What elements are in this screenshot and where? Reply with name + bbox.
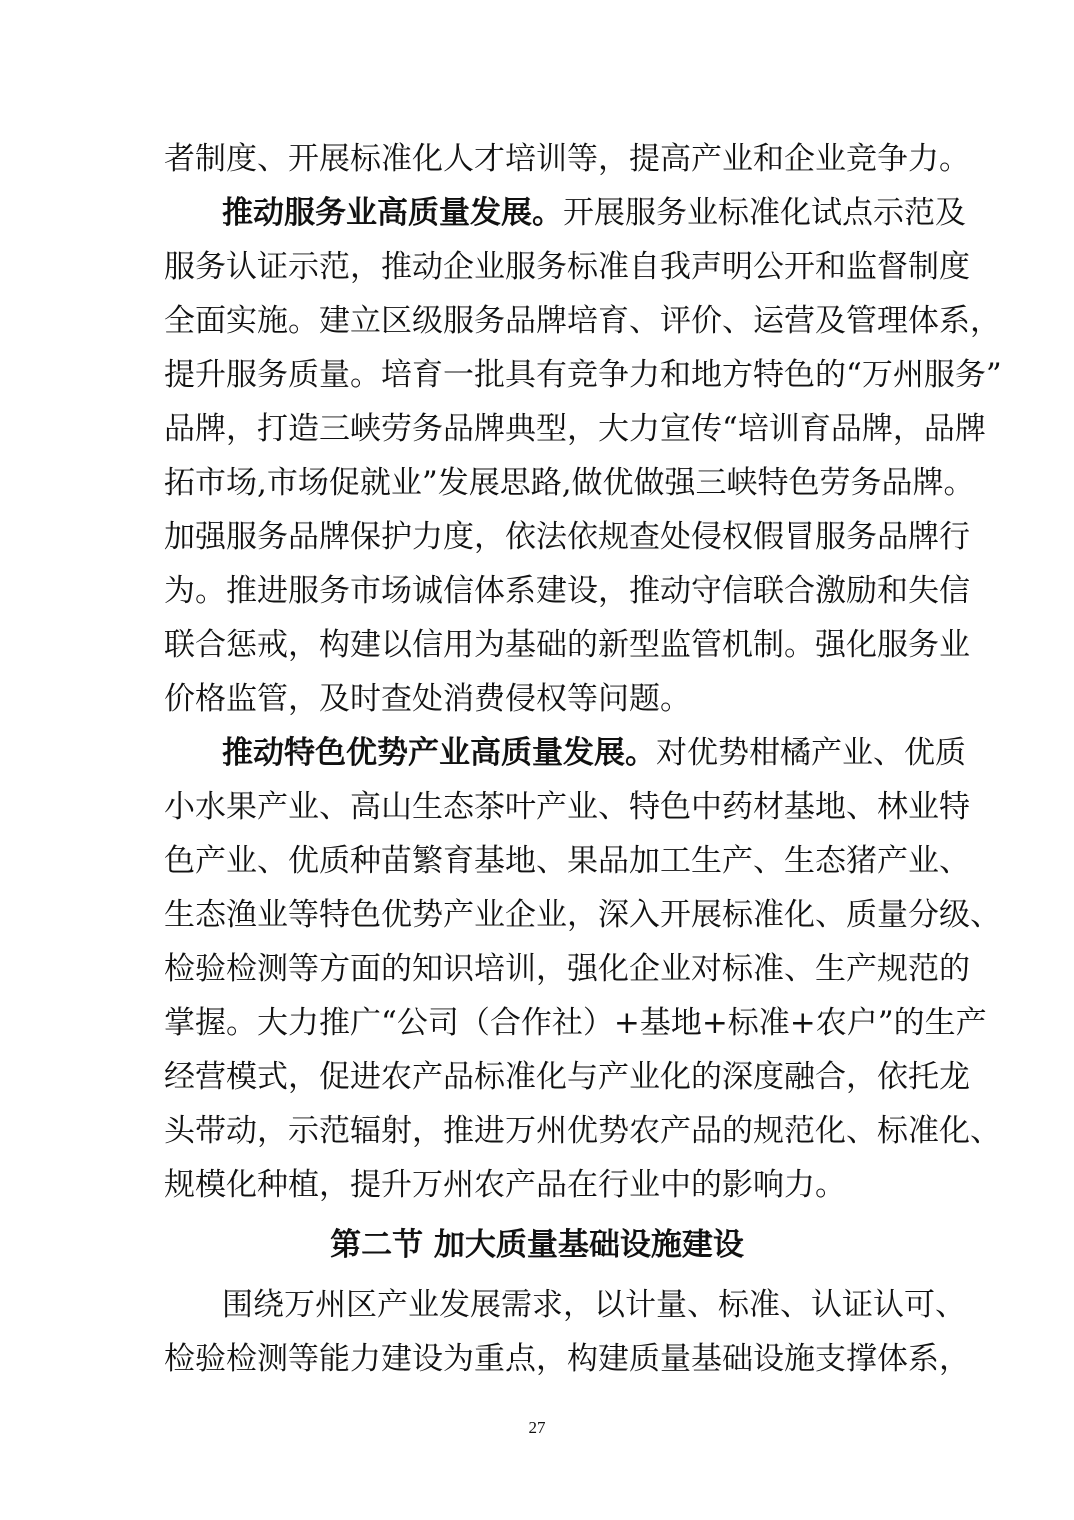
text-line: 拓市场,市场促就业”发展思路,做优做强三峡特色劳务品牌。 <box>164 465 975 501</box>
text-line: 全面实施。建立区级服务品牌培育、评价、运营及管理体系， <box>164 303 1001 339</box>
text-line: 价格监管，及时查处消费侵权等问题。 <box>164 681 691 717</box>
paragraph-first-line <box>222 731 966 775</box>
text-line: 经营模式，促进农产品标准化与产业化的深度融合，依托龙 <box>164 1059 970 1095</box>
text-line: 服务认证示范，推动企业服务标准自我声明公开和监督制度 <box>164 249 970 285</box>
text-line: 联合惩戒，构建以信用为基础的新型监管机制。强化服务业 <box>164 627 970 663</box>
text-line: 生态渔业等特色优势产业企业，深入开展标准化、质量分级、 <box>164 897 1001 933</box>
text-line: 加强服务品牌保护力度，依法依规查处侵权假冒服务品牌行 <box>164 519 970 555</box>
paragraph-heading: 推动服务业高质量发展。 <box>222 195 563 231</box>
paragraph-first-line <box>222 191 966 235</box>
page-number: 27 <box>528 1418 546 1437</box>
text-line: 小水果产业、高山生态茶叶产业、特色中药材基地、林业特 <box>164 789 970 825</box>
section-heading: 第二节 加大质量基础设施建设 <box>330 1227 744 1263</box>
text-line: 者制度、开展标准化人才培训等，提高产业和企业竞争力。 <box>164 141 970 177</box>
text-line: 品牌，打造三峡劳务品牌典型，大力宣传“培训育品牌，品牌 <box>164 411 986 447</box>
text-line: 为。推进服务市场诚信体系建设，推动守信联合激励和失信 <box>164 573 970 609</box>
paragraph-heading: 推动特色优势产业高质量发展。 <box>222 735 656 771</box>
text-run: 开展服务业标准化试点示范及 <box>563 195 966 231</box>
text-line: 色产业、优质种苗繁育基地、果品加工生产、生态猪产业、 <box>164 843 970 879</box>
text-line: 检验检测等方面的知识培训，强化企业对标准、生产规范的 <box>164 951 970 987</box>
text-line: 规模化种植，提升万州农产品在行业中的影响力。 <box>164 1167 846 1203</box>
text-line: 掌握。大力推广“公司（合作社）+基地+标准+农户”的生产 <box>164 1005 987 1041</box>
text-line: 头带动，示范辐射，推进万州优势农产品的规范化、标准化、 <box>164 1113 1001 1149</box>
paragraph-first-line: 围绕万州区产业发展需求，以计量、标准、认证认可、 <box>222 1287 966 1323</box>
text-line: 检验检测等能力建设为重点，构建质量基础设施支撑体系， <box>164 1341 970 1377</box>
text-line: 提升服务质量。培育一批具有竞争力和地方特色的“万州服务” <box>164 357 1002 393</box>
text-run: 对优势柑橘产业、优质 <box>656 735 966 771</box>
